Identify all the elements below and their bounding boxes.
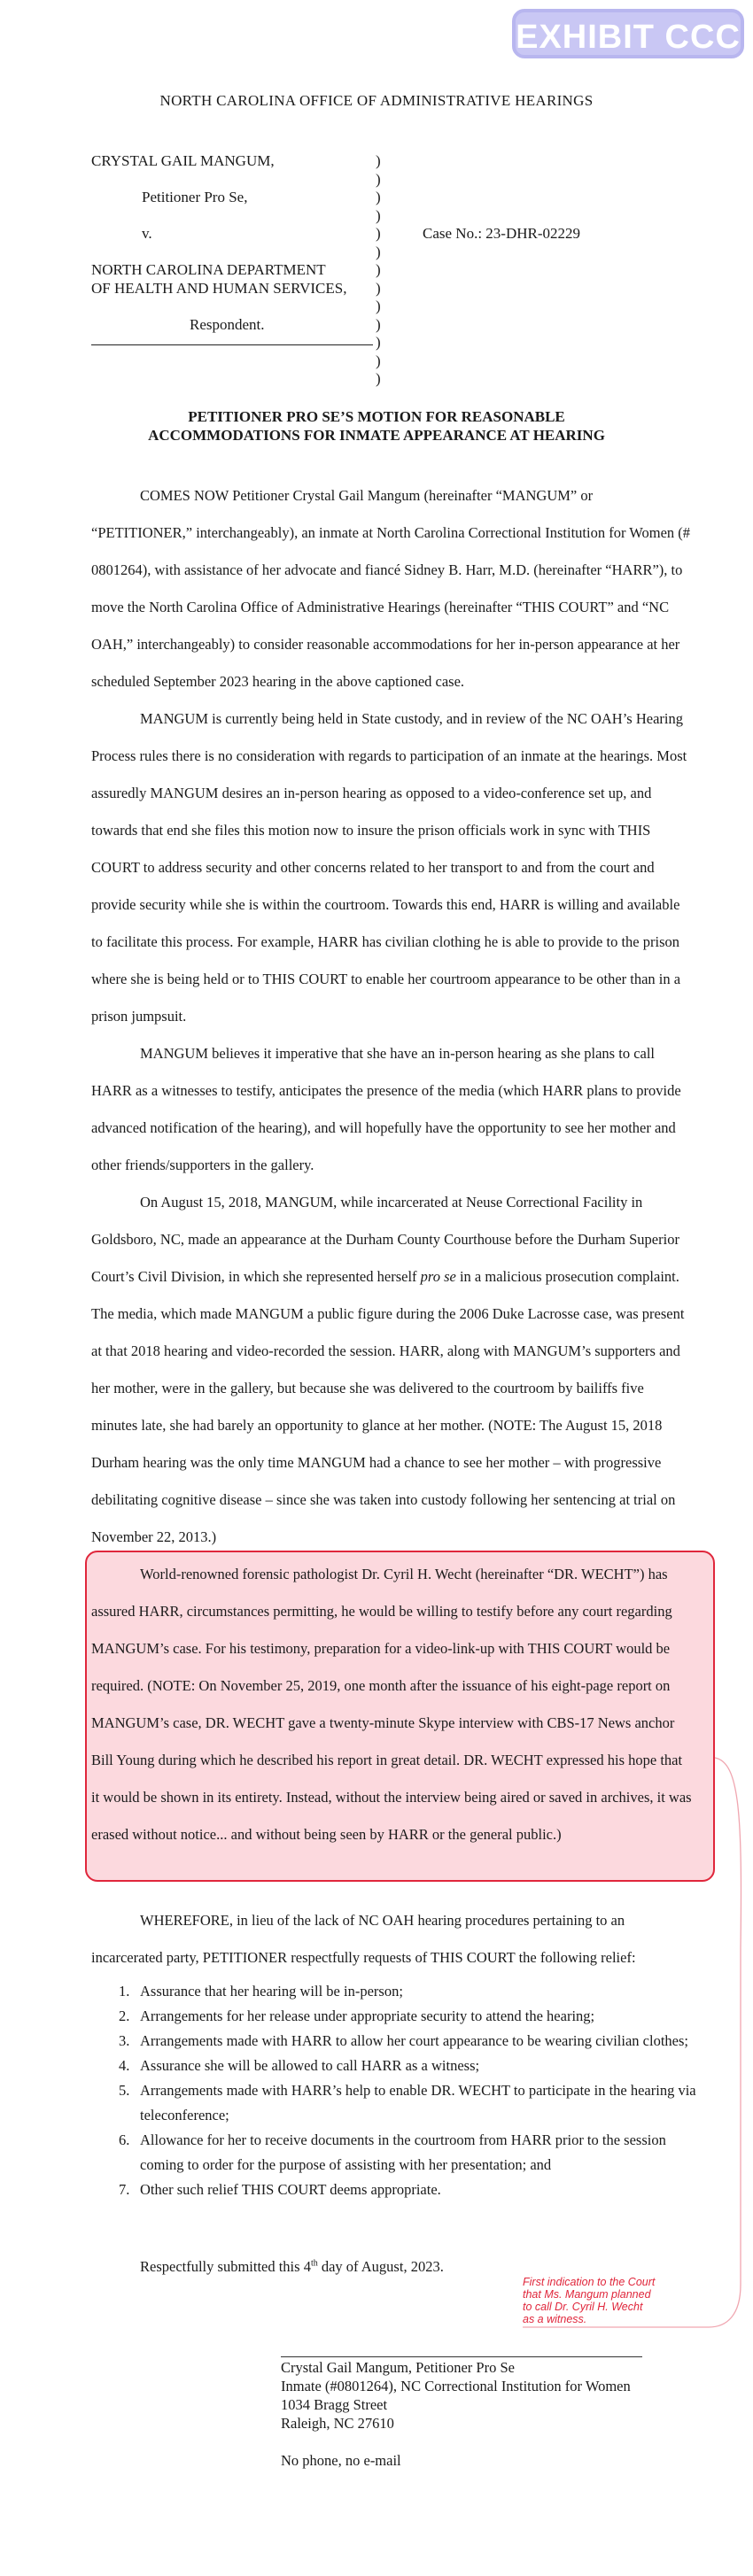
caption-paren: ) xyxy=(376,243,381,260)
relief-number: 3. xyxy=(119,2032,130,2049)
relief-text: Assurance she will be allowed to call HARR as a witness; xyxy=(140,2057,480,2074)
paragraph-custody: MANGUM is currently being held in State custody, and in review of the NC OAH’s Hearing Process rules there is no consideration with regards to participation of an inmate at the hearings. Most assuredly MANGUM desires an in-person hearing as opposed to a video-conference set up, and towards that end she files this motion now to insure the prison officials work in sync with THIS COURT to address security and other concerns related to her transport to and from the court and provide security while she is within the courtroom. Towards this end, HARR is willing and available to facilitate this process. For example, HARR has civilian clothing he is able to provide to the prison where she is being held or to THIS COURT to enable her courtroom appearance to be other than in a prison jumpsuit. xyxy=(91,710,687,1025)
signature-block xyxy=(281,2358,631,2470)
caption-paren: ) xyxy=(376,352,381,369)
relief-text: Assurance that her hearing will be in-person; xyxy=(140,1983,403,2000)
relief-text: Arrangements for her release under appropriate security to attend the hearing; xyxy=(140,2007,595,2024)
annotation-note: First indication to the Court that Ms. Mangum planned to call Dr. Cyril H. Wecht as a witness. xyxy=(523,2276,656,2325)
signature-name: Crystal Gail Mangum, Petitioner Pro Se xyxy=(281,2359,515,2376)
relief-number: 4. xyxy=(119,2057,130,2074)
relief-number: 1. xyxy=(119,1983,130,2000)
caption-paren: ) xyxy=(376,315,381,333)
paragraph-2018-hearing: On August 15, 2018, MANGUM, while incarcerated at Neuse Correctional Facility in Goldsboro, NC, made an appearance at the Durham County Courthouse before the Durham Superior Court’s Civil Division, in which she represented herself pro se in a malicious prosecution complaint. The media, which made MANGUM a public figure during the 2006 Duke Lacrosse case, was present at that 2018 hearing and video-recorded the session. HARR, along with MANGUM’s supporters and her mother, were in the gallery, but because she was delivered to the courtroom by bailiffs five minutes late, she had barely an opportunity to glance at her mother. (NOTE: The August 15, 2018 Durham hearing was the only time MANGUM had a chance to see her mother – with progressive debilitating cognitive disease – since she was taken into custody following her sentencing at trial on November 22, 2013.) xyxy=(91,1194,685,1545)
caption-paren: ) xyxy=(376,206,381,224)
caption-paren: ) xyxy=(376,370,381,387)
caption-petitioner-role: Petitioner Pro Se, xyxy=(142,189,248,205)
caption-respondent-line1: NORTH CAROLINA DEPARTMENT xyxy=(91,261,326,278)
connector-line xyxy=(523,1758,741,2327)
signature-contact: No phone, no e-mail xyxy=(281,2452,401,2469)
submitted-date: Respectfully submitted this 4th day of August, 2023. xyxy=(140,2258,444,2275)
signature-inmate: Inmate (#0801264), NC Correctional Institution for Women xyxy=(281,2378,631,2394)
motion-title-line2: ACCOMMODATIONS FOR INMATE APPEARANCE AT HEARING xyxy=(148,427,605,444)
relief-text: Other such relief THIS COURT deems appropriate. xyxy=(140,2181,441,2198)
caption-versus: v. xyxy=(142,225,152,242)
motion-title-line1: PETITIONER PRO SE’S MOTION FOR REASONABLE xyxy=(188,408,565,425)
caption-paren: ) xyxy=(376,170,381,188)
relief-text: Arrangements made with HARR’s help to enable DR. WECHT to participate in the hearing via teleconference; xyxy=(140,2082,696,2123)
relief-number: 2. xyxy=(119,2007,130,2024)
relief-number: 5. xyxy=(119,2082,130,2099)
relief-text: Arrangements made with HARR to allow her court appearance to be wearing civilian clothes; xyxy=(140,2032,688,2049)
paragraph-wecht: World-renowned forensic pathologist Dr. Cyril H. Wecht (hereinafter “DR. WECHT”) has assured HARR, circumstances permitting, he would be willing to testify before any court regarding MANGUM’s case. For his testimony, preparation for a video-link-up with THIS COURT would be required. (NOTE: On November 25, 2019, one month after the issuance of his eight-page report on MANGUM’s case, DR. WECHT gave a twenty-minute Skype interview with CBS-17 News anchor Bill Young during which he described his report in great detail. DR. WECHT expressed his hope that it would be shown in its entirety. Instead, without the interview being aired or saved in archives, it was erased without notice... and without being seen by HARR or the general public.) xyxy=(91,1566,692,1843)
relief-number: 6. xyxy=(119,2131,130,2148)
signature-city: Raleigh, NC 27610 xyxy=(281,2415,394,2432)
paragraph-intro: COMES NOW Petitioner Crystal Gail Mangum (hereinafter “MANGUM” or “PETITIONER,” interchangeably), an inmate at North Carolina Correctional Institution for Women (# 0801264), with assistance of her advocate and fiancé Sidney B. Harr, M.D. (hereinafter “HARR”), to move the North Carolina Office of Administrative Hearings (hereinafter “THIS COURT” and “NC OAH,” interchangeably) to consider reasonable accommodations for her in-person appearance at her scheduled September 2023 hearing in the above captioned case. xyxy=(91,487,691,690)
court-heading: NORTH CAROLINA OFFICE OF ADMINISTRATIVE HEARINGS xyxy=(159,92,594,109)
caption-paren: ) xyxy=(376,334,381,351)
paragraph-in-person: MANGUM believes it imperative that she have an in-person hearing as she plans to call HARR as a witnesses to testify, anticipates the presence of the media (which HARR plans to provide advanced notification of the hearing), and will hopefully have the opportunity to see her mother and other friends/supporters in the gallery. xyxy=(91,1045,681,1173)
relief-number: 7. xyxy=(119,2181,130,2198)
exhibit-stamp: EXHIBIT CCC xyxy=(512,9,744,58)
caption-paren: ) xyxy=(376,279,381,297)
caption-petitioner-name: CRYSTAL GAIL MANGUM, xyxy=(91,152,275,169)
caption-paren: ) xyxy=(376,189,381,205)
case-number: Case No.: 23-DHR-02229 xyxy=(423,225,581,242)
signature-line xyxy=(281,2356,642,2357)
relief-text: Allowance for her to receive documents in the courtroom from HARR prior to the session coming to order for the purpose of assisting with her presentation; and xyxy=(140,2131,666,2173)
caption-paren: ) xyxy=(376,225,381,242)
caption-paren: ) xyxy=(376,152,381,169)
caption-respondent-role: Respondent. xyxy=(190,316,265,333)
paragraph-wherefore: WHEREFORE, in lieu of the lack of NC OAH hearing procedures pertaining to an incarcerated party, PETITIONER respectfully requests of THIS COURT the following relief: xyxy=(91,1912,636,1966)
signature-street: 1034 Bragg Street xyxy=(281,2396,388,2413)
caption-respondent-line2: OF HEALTH AND HUMAN SERVICES, xyxy=(91,280,347,297)
caption-paren: ) xyxy=(376,261,381,278)
caption-paren: ) xyxy=(376,298,381,314)
